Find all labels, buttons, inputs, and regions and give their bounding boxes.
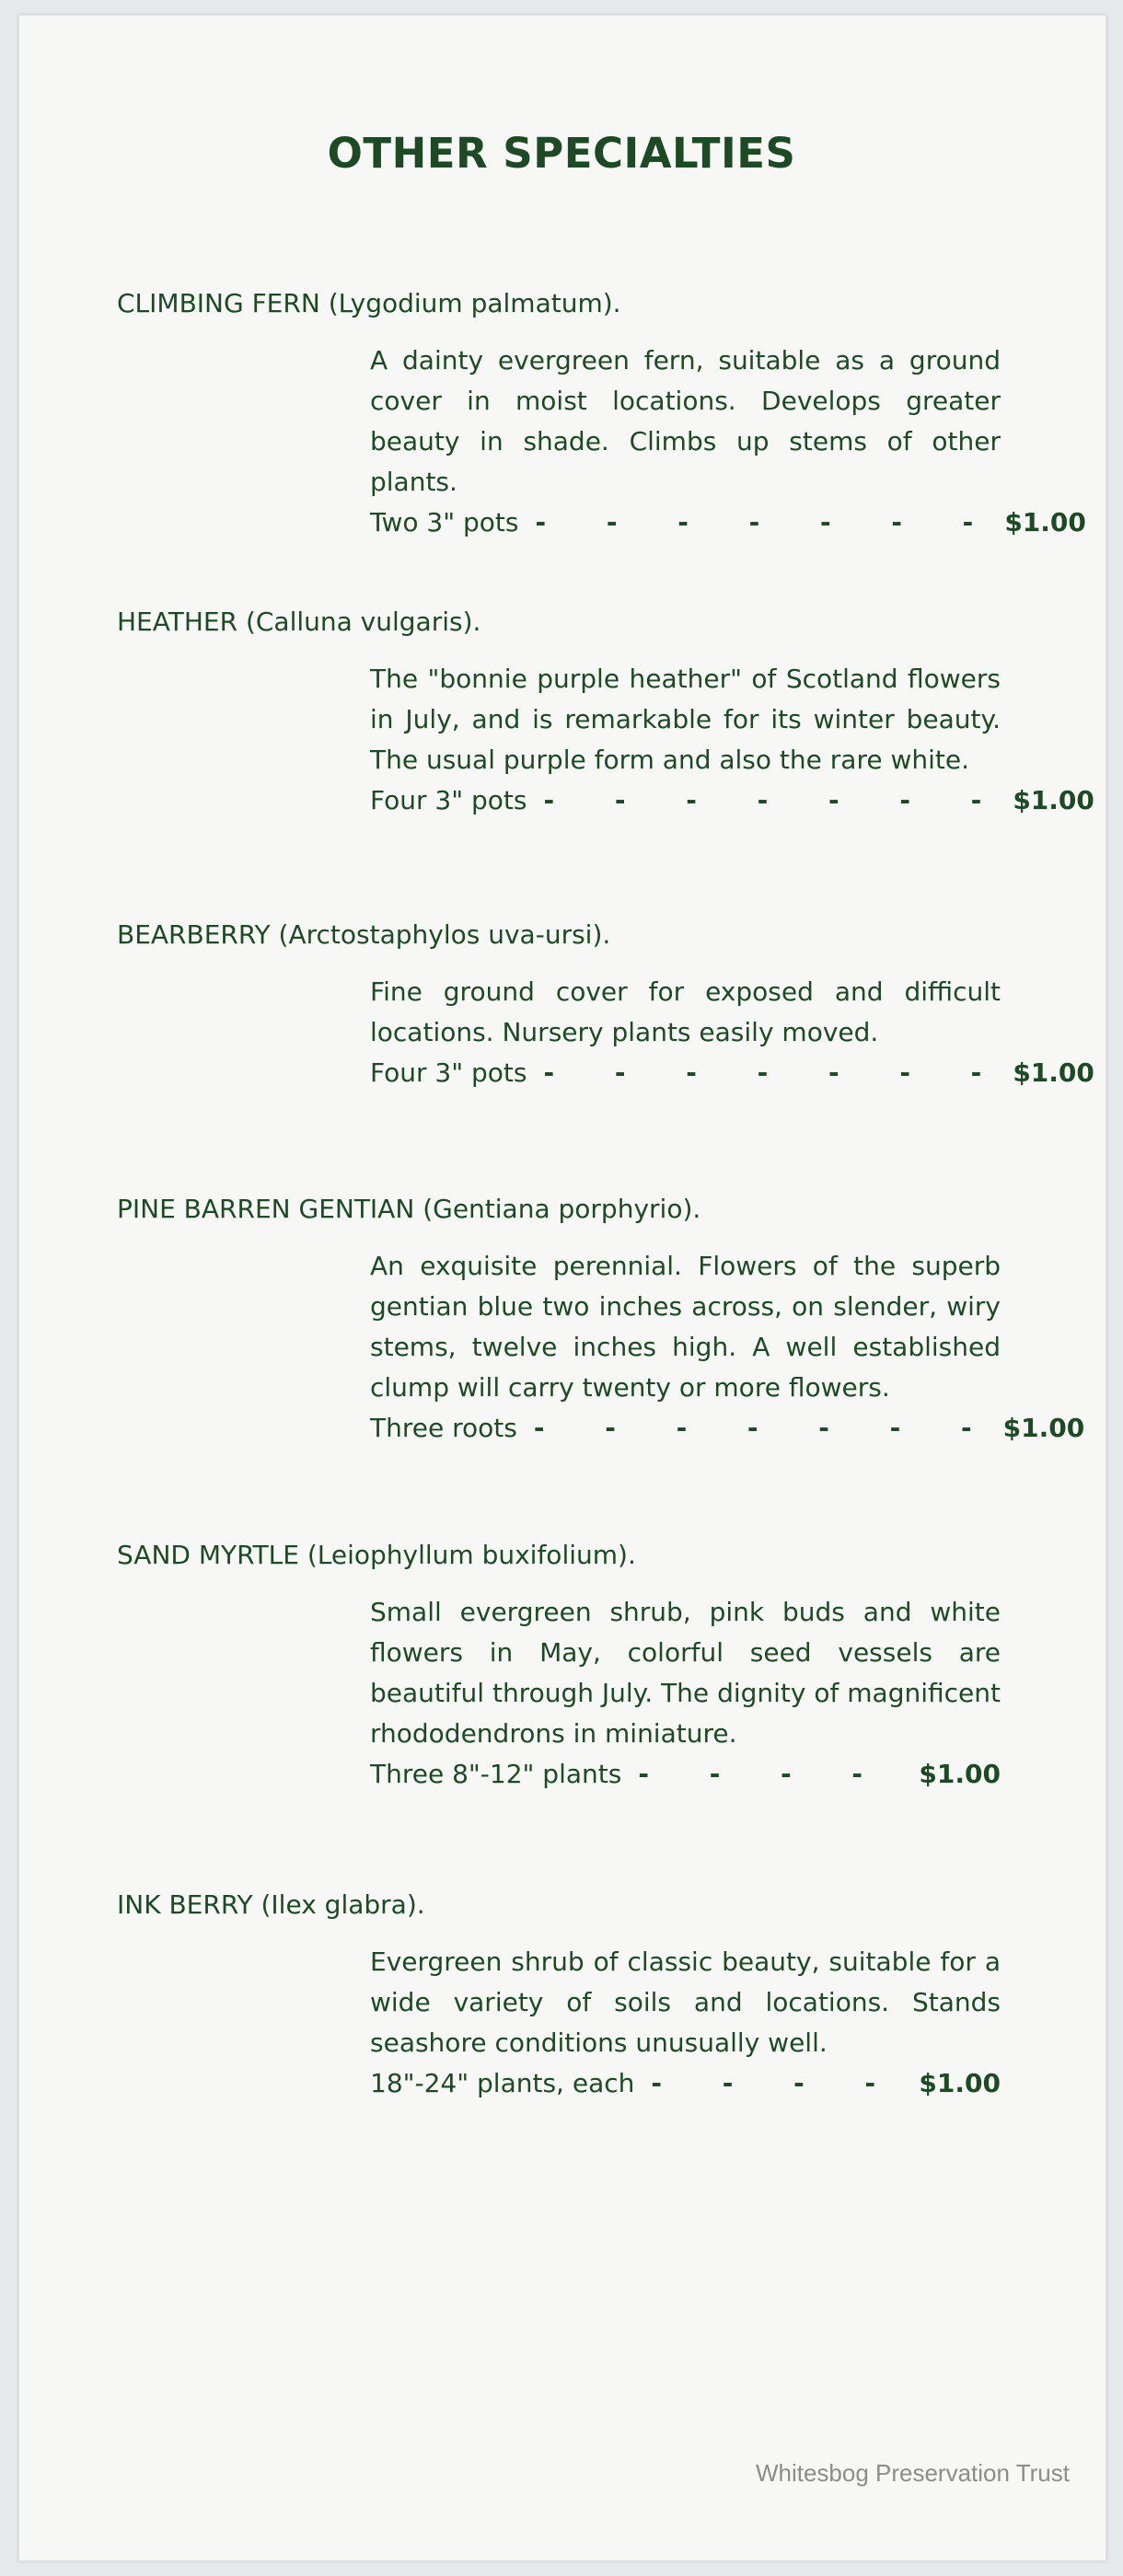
plant-name: HEATHER bbox=[117, 606, 238, 637]
entry-climbing-fern bbox=[117, 285, 1086, 543]
entry-bearberry bbox=[117, 917, 1094, 1093]
quantity: Two 3" pots bbox=[370, 507, 519, 537]
price: $1.00 bbox=[1002, 1413, 1085, 1443]
entry-body bbox=[370, 1246, 1085, 1449]
entry-body bbox=[370, 972, 1094, 1093]
dot-leader: - - - - bbox=[651, 2068, 902, 2098]
latin-name: (Lygodium palmatum). bbox=[328, 288, 621, 318]
price-row bbox=[370, 2063, 1001, 2104]
plant-name: INK BERRY bbox=[117, 1889, 253, 1920]
entry-body bbox=[370, 341, 1086, 543]
watermark: Whitesbog Preservation Trust bbox=[755, 2459, 1070, 2487]
latin-name: (Ilex glabra). bbox=[260, 1889, 425, 1920]
plant-description: The "bonnie purple heather" of Scotland flowers in July, and is remarkable for its winter beauty. The usual purple form and also the rare white. bbox=[370, 664, 1001, 775]
price-row bbox=[370, 780, 1094, 821]
dot-leader: - - - - - - - bbox=[533, 1413, 998, 1443]
entry-heading bbox=[117, 917, 1001, 953]
quantity: 18"-24" plants, each bbox=[370, 2068, 635, 2098]
quantity: Three roots bbox=[370, 1413, 517, 1443]
plant-name: SAND MYRTLE bbox=[117, 1540, 299, 1570]
price: $1.00 bbox=[1004, 507, 1086, 537]
quantity: Four 3" pots bbox=[370, 1057, 527, 1088]
quantity: Four 3" pots bbox=[370, 785, 527, 815]
dot-leader: - - - - - - - bbox=[535, 507, 1000, 537]
entry-body bbox=[370, 659, 1094, 821]
entry-heading bbox=[117, 1537, 1001, 1574]
latin-name: (Calluna vulgaris). bbox=[245, 606, 481, 637]
quantity: Three 8"-12" plants bbox=[370, 1759, 622, 1789]
plant-name: CLIMBING FERN bbox=[117, 288, 320, 318]
dot-leader: - - - - bbox=[638, 1759, 889, 1789]
dot-leader: - - - - - - - bbox=[543, 785, 1008, 815]
plant-name: PINE BARREN GENTIAN bbox=[117, 1194, 415, 1224]
entry-heading bbox=[117, 1887, 1001, 1923]
entry-heading bbox=[117, 604, 1001, 641]
plant-description: Fine ground cover for exposed and difficult locations. Nursery plants easily moved. bbox=[370, 976, 1001, 1047]
latin-name: (Leiophyllum buxifolium). bbox=[307, 1540, 636, 1570]
entry-sand-myrtle bbox=[117, 1537, 1001, 1795]
entry-heading bbox=[117, 1191, 1001, 1228]
page-title: OTHER SPECIALTIES bbox=[327, 129, 796, 178]
price-row bbox=[370, 1053, 1094, 1093]
entry-ink-berry bbox=[117, 1887, 1001, 2104]
entry-heather bbox=[117, 604, 1094, 821]
entry-body bbox=[370, 1592, 1001, 1795]
price-row bbox=[370, 1408, 1085, 1449]
price: $1.00 bbox=[919, 1759, 1001, 1789]
price-row bbox=[370, 1754, 1001, 1795]
latin-name: (Gentiana porphyrio). bbox=[423, 1194, 701, 1224]
plant-description: An exquisite perennial. Flowers of the superb gentian blue two inches across, on slender, wiry stems, twelve inches high. A well established clump will carry twenty or more flowers. bbox=[370, 1251, 1001, 1403]
latin-name: (Arctostaphylos uva-ursi). bbox=[278, 919, 611, 950]
entry-pine-barren-gentian bbox=[117, 1191, 1085, 1449]
entry-body bbox=[370, 1942, 1001, 2104]
dot-leader: - - - - - - - bbox=[543, 1057, 1008, 1088]
price: $1.00 bbox=[1013, 1057, 1094, 1088]
plant-description: A dainty evergreen fern, suitable as a ground cover in moist locations. Develops greater beauty in shade. Climbs up stems of other plants. bbox=[370, 345, 1001, 497]
plant-name: BEARBERRY bbox=[117, 919, 271, 950]
price: $1.00 bbox=[919, 2068, 1001, 2098]
entry-heading bbox=[117, 285, 1001, 322]
price: $1.00 bbox=[1013, 785, 1094, 815]
plant-description: Evergreen shrub of classic beauty, suitable for a wide variety of soils and locations. Stands seashore conditions unusually well. bbox=[370, 1946, 1001, 2058]
price-row bbox=[370, 502, 1086, 543]
plant-description: Small evergreen shrub, pink buds and white flowers in May, colorful seed vessels are beautiful through July. The dignity of magnificent rhododendrons in miniature. bbox=[370, 1597, 1001, 1749]
